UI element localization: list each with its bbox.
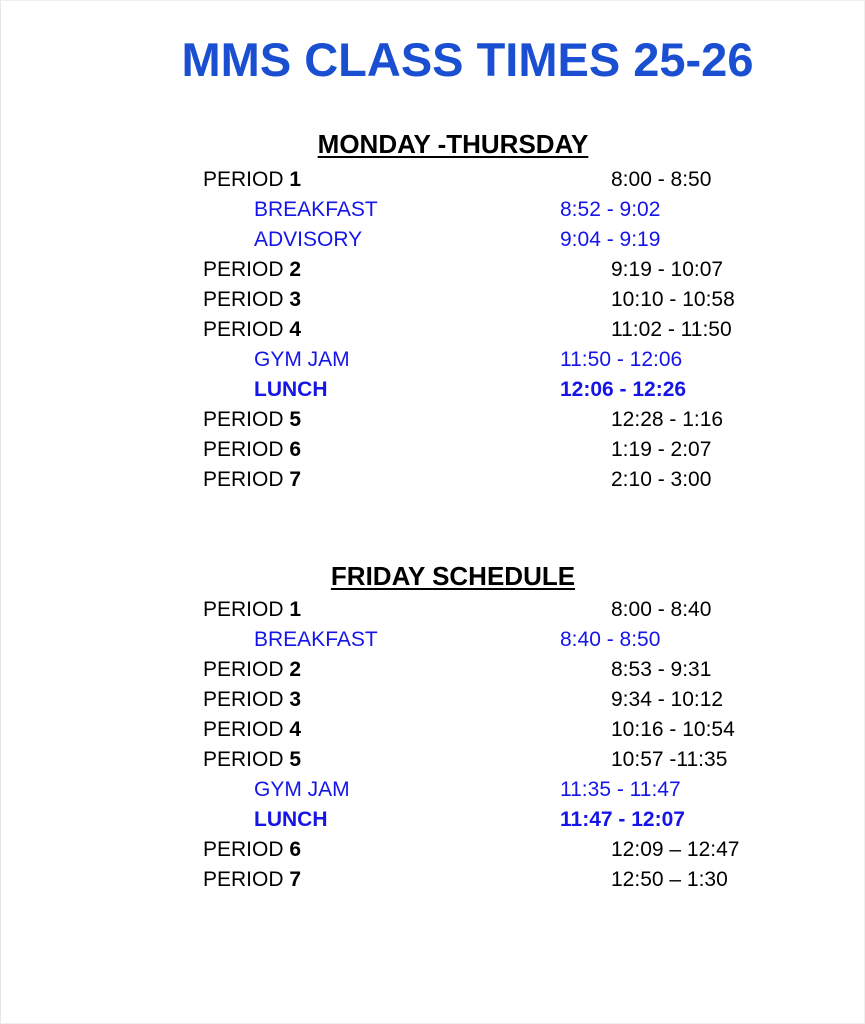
gym-jam-label: GYM JAM xyxy=(254,348,350,371)
period-label: PERIOD 7 xyxy=(203,868,302,891)
breakfast-time: 8:40 - 8:50 xyxy=(560,628,661,651)
period-time: 10:16 - 10:54 xyxy=(611,718,735,741)
friday-heading: FRIDAY SCHEDULE xyxy=(330,561,576,591)
period-time: 8:53 - 9:31 xyxy=(611,658,712,681)
schedule-row xyxy=(0,775,865,805)
period-label: PERIOD 5 xyxy=(203,408,302,431)
period-label: PERIOD 1 xyxy=(203,168,302,191)
schedule-row xyxy=(0,865,865,895)
period-time: 8:00 - 8:50 xyxy=(611,168,712,191)
period-label: PERIOD 6 xyxy=(203,838,302,861)
period-label: PERIOD 3 xyxy=(203,288,302,311)
schedule-row xyxy=(0,465,865,495)
period-label: PERIOD 1 xyxy=(203,598,302,621)
period-label: PERIOD 7 xyxy=(203,468,302,491)
schedule-row xyxy=(0,375,865,405)
period-time: 10:10 - 10:58 xyxy=(611,288,735,311)
period-time: 9:19 - 10:07 xyxy=(611,258,724,281)
period-label: PERIOD 2 xyxy=(203,658,302,681)
schedule-row xyxy=(0,685,865,715)
schedule-row xyxy=(0,715,865,745)
advisory-label: ADVISORY xyxy=(254,228,363,251)
period-time: 12:50 – 1:30 xyxy=(611,868,728,891)
gym-jam-time: 11:50 - 12:06 xyxy=(560,348,683,371)
schedule-row xyxy=(0,315,865,345)
mon-thu-heading: MONDAY -THURSDAY xyxy=(317,129,589,159)
schedule-row xyxy=(0,345,865,375)
lunch-label: LUNCH xyxy=(254,808,328,831)
period-time: 11:02 - 11:50 xyxy=(611,318,732,341)
schedule-row xyxy=(0,165,865,195)
mon-thu-schedule xyxy=(0,165,865,495)
schedule-row xyxy=(0,255,865,285)
schedule-row xyxy=(0,195,865,225)
schedule-row xyxy=(0,225,865,255)
schedule-row xyxy=(0,745,865,775)
period-time: 12:28 - 1:16 xyxy=(611,408,724,431)
period-time: 1:19 - 2:07 xyxy=(611,438,712,461)
schedule-row xyxy=(0,655,865,685)
lunch-label: LUNCH xyxy=(254,378,328,401)
schedule-row xyxy=(0,625,865,655)
schedule-row xyxy=(0,595,865,625)
period-time: 9:34 - 10:12 xyxy=(611,688,724,711)
breakfast-label: BREAKFAST xyxy=(254,628,378,651)
breakfast-label: BREAKFAST xyxy=(254,198,378,221)
page-title: MMS CLASS TIMES 25-26 xyxy=(181,33,754,86)
gym-jam-time: 11:35 - 11:47 xyxy=(560,778,681,801)
period-time: 12:09 – 12:47 xyxy=(611,838,740,861)
period-label: PERIOD 6 xyxy=(203,438,302,461)
schedule-row xyxy=(0,405,865,435)
lunch-time: 12:06 - 12:26 xyxy=(560,378,687,401)
period-label: PERIOD 2 xyxy=(203,258,302,281)
gym-jam-label: GYM JAM xyxy=(254,778,350,801)
advisory-time: 9:04 - 9:19 xyxy=(560,228,661,251)
schedule-row xyxy=(0,285,865,315)
period-time: 8:00 - 8:40 xyxy=(611,598,712,621)
period-label: PERIOD 4 xyxy=(203,718,302,741)
friday-schedule xyxy=(0,595,865,895)
breakfast-time: 8:52 - 9:02 xyxy=(560,198,661,221)
schedule-row xyxy=(0,435,865,465)
period-label: PERIOD 5 xyxy=(203,748,302,771)
lunch-time: 11:47 - 12:07 xyxy=(560,808,685,831)
period-label: PERIOD 4 xyxy=(203,318,302,341)
period-label: PERIOD 3 xyxy=(203,688,302,711)
period-time: 2:10 - 3:00 xyxy=(611,468,712,491)
schedule-row xyxy=(0,835,865,865)
schedule-row xyxy=(0,805,865,835)
period-time: 10:57 -11:35 xyxy=(611,748,728,771)
